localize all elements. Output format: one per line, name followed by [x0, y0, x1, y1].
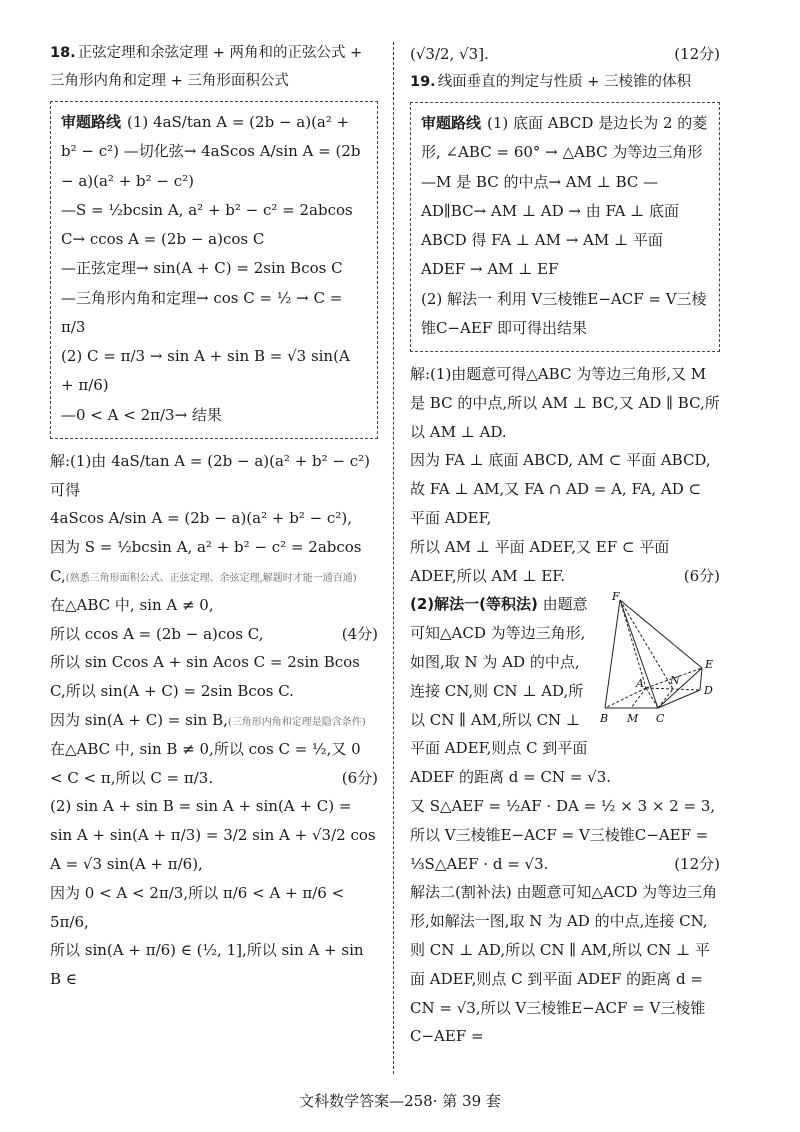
- label-M: M: [627, 712, 639, 726]
- left-column: [50, 40, 378, 994]
- edge-CD: [658, 690, 700, 708]
- q19-sol-5: 又 S△AEF = ½AF · DA = ½ × 3 × 2 = 3,: [410, 797, 716, 815]
- q19-box-line-2: —M 是 BC 的中点→ AM ⊥ BC —AD∥BC→ AM ⊥ AD → 由 FA ⊥ 底面 ABCD 得 FA ⊥ AM → AM ⊥ 平面 ADEF → AM ⊥ EF: [421, 172, 680, 279]
- q18-solution: [50, 447, 378, 994]
- label-B: B: [600, 712, 609, 726]
- q18-heading: [50, 40, 378, 95]
- q19-method1-title: (2)解法一(等积法): [410, 595, 538, 614]
- q18-box-line-4: —三角形内角和定理→ cos C = ½ → C = π/3: [61, 288, 343, 336]
- q18-sol-1: 解:(1)由 4aS/tan A = (2b − a)(a² + b² − c²) 可得: [50, 451, 371, 499]
- q19-analysis-box: [410, 102, 720, 352]
- q19-sol-1: 解:(1)由题意可得△ABC 为等边三角形,又 M 是 BC 的中点,所以 AM ⊥ BC,又 AD ∥ BC,所以 AM ⊥ AD.: [410, 365, 720, 441]
- q19-box-line-3: (2) 解法一 利用 V三棱锥E−ACF = V三棱锥C−AEF 即可得出结果: [421, 289, 707, 337]
- q18-score-12: (12分): [674, 45, 720, 63]
- page-footer: 文科数学答案—258· 第 39 套: [299, 1092, 501, 1110]
- edge-AB: [605, 688, 646, 708]
- q19-method2-title: 解法二(割补法): [410, 883, 512, 902]
- label-C: C: [656, 712, 665, 726]
- pyramid-figure: [600, 590, 720, 740]
- q18-box-line-6: —0 < A < 2π/3→ 结果: [61, 405, 222, 424]
- label-N: N: [670, 674, 680, 688]
- q18-sol-8: 在△ABC 中, sin B ≠ 0,所以 cos C = ½,又 0 < C < π,所以 C = π/3.: [50, 739, 361, 787]
- q18-topic: 正弦定理和余弦定理 + 两角和的正弦公式 + 三角形内角和定理 + 三角形面积公式: [50, 45, 363, 89]
- q18-sol-7: 因为 sin(A + C) = sin B,: [50, 711, 228, 730]
- q18-box-line-5: (2) C = π/3 → sin A + sin B = √3 sin(A + π/6): [61, 347, 350, 395]
- q19-sol-6: 所以 V三棱锥E−ACF = V三棱锥C−AEF = ⅓S△AEF · d = √3.: [410, 825, 709, 873]
- q19-score-12: (12分): [674, 854, 720, 873]
- edge-ED: [700, 668, 702, 690]
- q19-heading: [410, 69, 720, 97]
- q19-topic: 线面垂直的判定与性质 + 三棱锥的体积: [437, 73, 692, 90]
- q19-sol-7: 由题意可知△ACD 为等边三角形,如解法一图,取 N 为 AD 的中点,连接 CN,则 CN ⊥ AD,所以 CN ∥ AM,所以 CN ⊥ 平面 ADEF,则点 C 到平面 ADEF 的距离 d = CN = √3,所以 V三棱锥E−ACF = V三棱锥C−AEF =: [410, 883, 718, 1046]
- q18-end: (√3/2, √3].: [410, 45, 489, 63]
- column-divider: [393, 42, 394, 1074]
- q18-box-line-3: —正弦定理→ sin(A + C) = 2sin Bcos C: [61, 259, 343, 278]
- q18-box-line-1: (1) 4aS/tan A = (2b − a)(a² + b² − c²) —切化弦→ 4aScos A/sin A = (2b − a)(a² + b² − c²): [61, 113, 361, 190]
- q18-sol-5: 所以 ccos A = (2b − a)cos C,: [50, 624, 264, 643]
- edge-FB: [605, 600, 620, 708]
- q18-sol-9: (2) sin A + sin B = sin A + sin(A + C) = sin A + sin(A + π/3) = 3/2 sin A + √3/2 cos A = √3 sin(A + π/6),: [50, 797, 376, 873]
- q19-number: 19.: [410, 73, 436, 90]
- label-F: F: [612, 590, 620, 604]
- q18-score-6: (6分): [341, 768, 378, 787]
- q18-box-line-2: —S = ½bcsin A, a² + b² − c² = 2abcos C→ ccos A = (2b − a)cos C: [61, 200, 353, 249]
- q19-solution: [410, 360, 720, 1051]
- q19-sol-4: 由题意可知△ACD 为等边三角形,如图,取 N 为 AD 的中点,连接 CN,则 CN ⊥ AD,所以 CN ∥ AM,所以 CN ⊥ 平面 ADEF,则点 C 到平面 ADEF 的距离 d = CN = √3.: [410, 595, 612, 787]
- q19-sol-2: 因为 FA ⊥ 底面 ABCD, AM ⊂ 平面 ABCD,故 FA ⊥ AM,又 FA ∩ AD = A, FA, AD ⊂ 平面 ADEF,: [410, 451, 711, 528]
- label-A: A: [636, 677, 644, 691]
- label-E: E: [705, 658, 714, 672]
- q19-box-title: 审题路线: [421, 114, 482, 133]
- q18-sol-3: 因为 S = ½bcsin A, a² + b² − c² = 2abcos C,: [50, 538, 362, 586]
- edge-AM: [631, 688, 646, 708]
- label-D: D: [704, 684, 713, 698]
- q18-sol-11: 所以 sin(A + π/6) ∈ (½, 1],所以 sin A + sin B ∈: [50, 941, 364, 989]
- q18-sol-10: 因为 0 < A < 2π/3,所以 π/6 < A + π/6 < 5π/6,: [50, 883, 345, 931]
- q19-score-6: (6分): [683, 566, 720, 585]
- q18-sol-4: 在△ABC 中, sin A ≠ 0,: [50, 595, 214, 614]
- q19-box-line-1: (1) 底面 ABCD 是边长为 2 的菱形, ∠ABC = 60° → △ABC 为等边三角形: [421, 114, 708, 162]
- q18-analysis-box: [50, 101, 378, 439]
- q18-note-2: (三角形内角和定理是隐含条件): [227, 717, 366, 729]
- q18-sol-6: 所以 sin Ccos A + sin Acos C = 2sin Bcos C,所以 sin(A + C) = 2sin Bcos C.: [50, 653, 360, 701]
- q18-number: 18.: [50, 45, 76, 61]
- q18-note-1: (熟悉三角形面积公式、正弦定理、余弦定理,解题时才能一通百通): [65, 573, 357, 585]
- q18-box-title: 审题路线: [61, 113, 122, 132]
- right-column: [410, 40, 720, 1051]
- q19-sol-3: 所以 AM ⊥ 平面 ADEF,又 EF ⊂ 平面 ADEF,所以 AM ⊥ EF.: [410, 537, 670, 585]
- q18-score-4: (4分): [341, 624, 378, 643]
- edge-FA: [620, 600, 646, 691]
- q18-sol-2: 4aScos A/sin A = (2b − a)(a² + b² − c²),: [50, 509, 352, 528]
